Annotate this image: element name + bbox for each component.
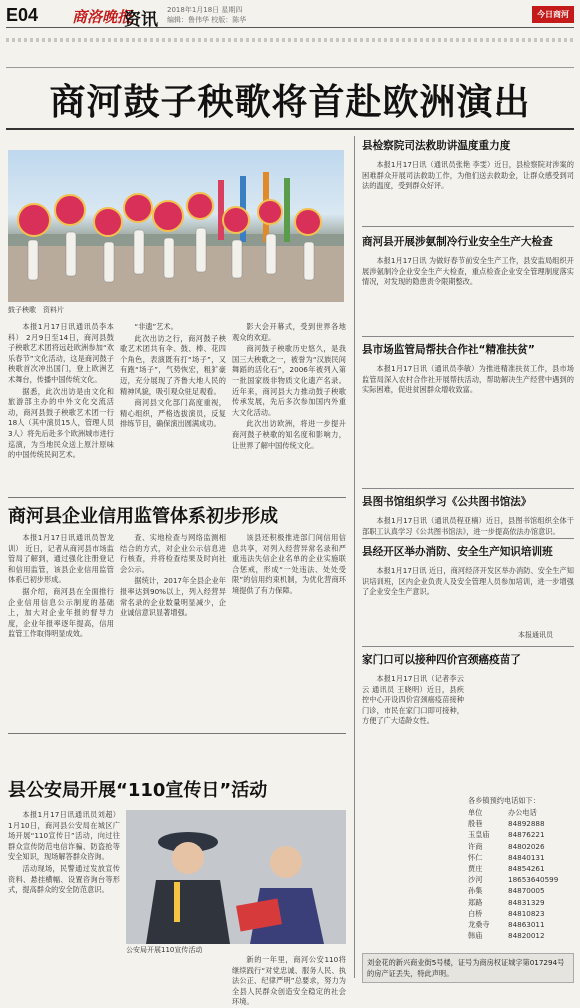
police-photo-illustration	[126, 810, 346, 944]
phone-number: 84810823	[508, 908, 545, 918]
credit-paragraph: 查、实地检查与网络监测相结合的方式，对企业公示信息进行核查，并将检查结果及时向社会公示。	[120, 533, 226, 574]
credit-paragraph: 该县还积极推进部门间信用信息共享，对列入经营异常名录和严重违法失信企业名单的企业实施联合惩戒，形成“一处违法、处处受限”的信用约束机制，为优化营商环境提供了有力保障。	[232, 533, 346, 595]
phone-place: 白桥	[468, 908, 483, 918]
right-headline-vaccine: 家门口可以接种四价宫颈癌疫苗了	[362, 654, 521, 666]
right-headline-fire-training: 县经开区举办消防、安全生产知识培训班	[362, 546, 553, 558]
phone-number: 84863011	[508, 920, 545, 929]
header-editors: 编辑：鲁伟华 校版：陈华	[167, 16, 247, 24]
today-badge: 今日商河	[532, 6, 574, 23]
credit-headline: 商河县企业信用监管体系初步形成	[8, 506, 278, 527]
lost-notice: 刘金花的新兴商业街5号楼，证号为商房权证城字第017294号的房产证丢失，特此声明。	[362, 953, 574, 983]
police-paragraph: 活动现场，民警通过发放宣传资料、悬挂横幅、设置咨询台等形式，提高群众的安全防范意识。	[8, 863, 120, 895]
right-paragraph: 本报1月17日讯 为做好春节前安全生产工作，县安监局组织开展涉氨制冷企业安全生产大检查，重点检查企业安全管理制度落实情况，对发现的隐患责令限期整改。	[362, 256, 574, 287]
phone-place: 沙河	[468, 875, 483, 885]
top-strip	[6, 28, 574, 68]
lead-column-1	[8, 322, 114, 492]
phone-number: 84820012	[508, 931, 545, 941]
page-number: E04	[6, 5, 39, 25]
lead-paragraph: 本报1月17日讯通讯员李本科） 2月9日至14日，商河县鼓子秧歌艺术团将远赴欧洲参加“欢乐春节”文化活动，这是商河鼓子秧歌首次冲出国门，登上欧洲艺术舞台，传播中国传统文化。	[8, 322, 114, 384]
credit-column-1	[8, 533, 114, 725]
phone-row	[468, 819, 574, 829]
phone-place: 贾庄	[468, 864, 483, 873]
phone-number: 84802026	[508, 841, 545, 851]
phone-row	[468, 886, 574, 896]
right-article-library	[362, 516, 574, 538]
police-paragraph: 本报1月17日讯通讯员刘超） 1月10日，商河县公安局在城区广场开展“110宣传日”活动，向过往群众宣传防范电信诈骗、防盗抢等安全知识，现场解答群众咨询。	[8, 810, 120, 862]
phone-row	[468, 931, 574, 941]
credit-paragraph: 本报1月17日讯通讯员智龙训） 近日，记者从商河县市场监管局了解到，通过强化注册登记和信用监管，该县企业信用监管体系已初步形成。	[8, 533, 114, 585]
section-title: 资讯	[124, 10, 158, 30]
phone-row	[468, 853, 574, 863]
right-paragraph: 本报1月17日讯 近日，商河经济开发区举办消防、安全生产知识培训班，区内企业负责人及安全管理人员参加培训，进一步增强了企业安全生产意识。	[362, 566, 574, 597]
phone-row	[468, 842, 574, 852]
lead-paragraph: 此次出访欧洲，将进一步提升商河鼓子秧歌的知名度和影响力，让世界了解中国传统文化。	[232, 419, 346, 450]
phone-number: 84831329	[508, 897, 545, 907]
right-article-procuratorate	[362, 160, 574, 222]
phone-number: 84854261	[508, 864, 545, 873]
lead-rule	[6, 128, 574, 130]
right-paragraph: 本报1月17日讯（记者李云云 通讯员 王晓明）近日，县疾控中心开设四价宫颈癌疫苗接种门诊，市民在家门口即可接种，方便了广大适龄女性。	[362, 674, 464, 726]
phone-place: 韩庙	[468, 931, 483, 941]
phone-row	[468, 898, 574, 908]
credit-column-3	[232, 533, 346, 725]
lead-column-3	[232, 322, 346, 492]
police-headline: 县公安局开展“110宣传日”活动	[8, 780, 268, 801]
credit-paragraph: 据统计，2017年全县企业年报率达到90%以上，列入经营异常名录的企业数量明显减少，企业诚信意识显著增强。	[120, 576, 226, 618]
credit-column-2	[120, 533, 226, 725]
header-date: 2018年1月18日 星期四	[167, 6, 243, 14]
phone-row	[468, 864, 574, 874]
police-paragraph: 新的一年里，商河公安110将继续践行“对党忠诚、服务人民、执法公正、纪律严明”总要求，努力为全县人民群众创造安全稳定的社会环境。	[232, 955, 346, 1007]
right-article-ammonia	[362, 256, 574, 332]
lead-paragraph: 据悉，此次出访是由文化和旅游部主办的中外文化交流活动，商河县鼓子秧歌艺术团一行18人（其中演员15人，管理人员3人）将先后赴多个欧洲城市进行巡演，为当地民众送上原汁原味的中国传统民间艺术。	[8, 386, 114, 460]
phone-number: 84876221	[508, 830, 545, 840]
right-headline-procuratorate: 县检察院司法救助讲温度重力度	[362, 140, 511, 152]
right-paragraph: 本报1月17日讯（通讯员李敏）为推进精准扶贫工作，县市场监管局深入农村合作社开展帮扶活动，帮助解决生产经营中遇到的实际困难，促进贫困群众增收致富。	[362, 364, 574, 395]
lead-headline: 商河鼓子秧歌将首赴欧洲演出	[49, 82, 531, 123]
phone-place: 玉皇庙	[468, 830, 490, 840]
phone-row	[468, 830, 574, 840]
vaccine-phones-title: 各乡镇预约电话如下：	[468, 796, 540, 805]
right-headline-ammonia: 商河县开展涉氨制冷行业安全生产大检查	[362, 236, 553, 248]
lead-column-2	[120, 322, 226, 492]
police-column-1	[8, 810, 120, 980]
column-divider	[354, 136, 355, 978]
phone-row	[468, 920, 574, 930]
yangge-photo	[8, 150, 344, 302]
right-rule	[362, 336, 574, 337]
police-photo-caption: 公安局开展110宣传活动	[126, 946, 203, 954]
lead-paragraph: 此次出访之行，商河鼓子秧歌艺术团共有伞、鼓、棒、花四个角色，表演既有打“场子”，又有跑“场子”，气势恢宏，粗犷豪迈，充分展现了齐鲁大地人民的精神风貌，吸引观众驻足观看。	[120, 333, 226, 396]
right-article-signature: 本报通讯员	[518, 631, 553, 639]
police-photo	[126, 810, 346, 944]
phone-number: 办公电话	[508, 808, 537, 817]
phone-place: 郑路	[468, 897, 483, 907]
paper-name: 商洛晚报	[72, 8, 133, 26]
lead-paragraph: “非遗”艺术。	[134, 322, 178, 331]
right-headline-library: 县图书馆组织学习《公共图书馆法》	[362, 496, 532, 508]
right-headline-poverty: 县市场监管局帮扶合作社“精准扶贫”	[362, 344, 535, 356]
right-paragraph: 本报1月17日讯（通讯员张艳 李雯）近日，县检察院对涉案的困难群众开展司法救助工作，为他们送去救助金，让群众感受到司法的温度，受到群众好评。	[362, 160, 574, 191]
lead-paragraph: 商河县文化部门高度重视，精心组织，严格选拔演员，反复排练节目，确保演出圆满成功。	[120, 398, 226, 429]
phone-number: 84870005	[508, 886, 545, 896]
phone-place: 怀仁	[468, 852, 483, 862]
phone-row	[468, 808, 574, 818]
phone-place: 孙集	[468, 886, 483, 896]
credit-paragraph: 据介绍，商河县在全面推行企业信用信息公示制度的基础上，加大对企业年报的督导力度，企业年报率逐年提高，信用监管工作取得明显成效。	[8, 586, 114, 639]
right-article-poverty	[362, 364, 574, 448]
phone-number: 84840131	[508, 852, 545, 862]
police-column-3	[232, 955, 346, 1007]
yangge-photo-illustration	[8, 150, 344, 302]
phone-place: 许商	[468, 841, 483, 851]
section-rule	[8, 497, 346, 498]
right-rule	[362, 488, 574, 489]
phone-place: 单位	[468, 808, 483, 817]
right-rule	[362, 538, 574, 539]
right-paragraph: 本报1月17日讯（通讯员程亚楠）近日，县图书馆组织全体干部职工认真学习《公共图书馆法》，进一步提高依法办馆意识。	[362, 516, 574, 536]
phone-number: 84892888	[508, 819, 545, 829]
phone-row	[468, 875, 574, 885]
lead-paragraph: 商河鼓子秧歌历史悠久，是我国三大秧歌之一，被誉为“汉族民间舞蹈的活化石”，2006年被列入第一批国家级非物质文化遗产名录。近年来，商河县大力推动鼓子秧歌传承发展，先后多次参加国内外重大文化活动。	[232, 344, 346, 417]
phone-place: 龙桑寺	[468, 920, 490, 929]
page-header	[6, 2, 574, 28]
right-article-vaccine	[362, 674, 464, 950]
lead-photo-caption: 鼓子秧歌 资料片	[8, 306, 64, 314]
phone-place: 殷巷	[468, 819, 483, 829]
phone-row	[468, 909, 574, 919]
section-rule	[8, 733, 346, 734]
right-article-fire-training	[362, 566, 574, 630]
lead-paragraph: 影大会开幕式，受到世界各地观众的欢迎。	[232, 322, 346, 342]
right-rule	[362, 646, 574, 647]
phone-number: 18653640599	[508, 875, 559, 885]
right-rule	[362, 226, 574, 227]
